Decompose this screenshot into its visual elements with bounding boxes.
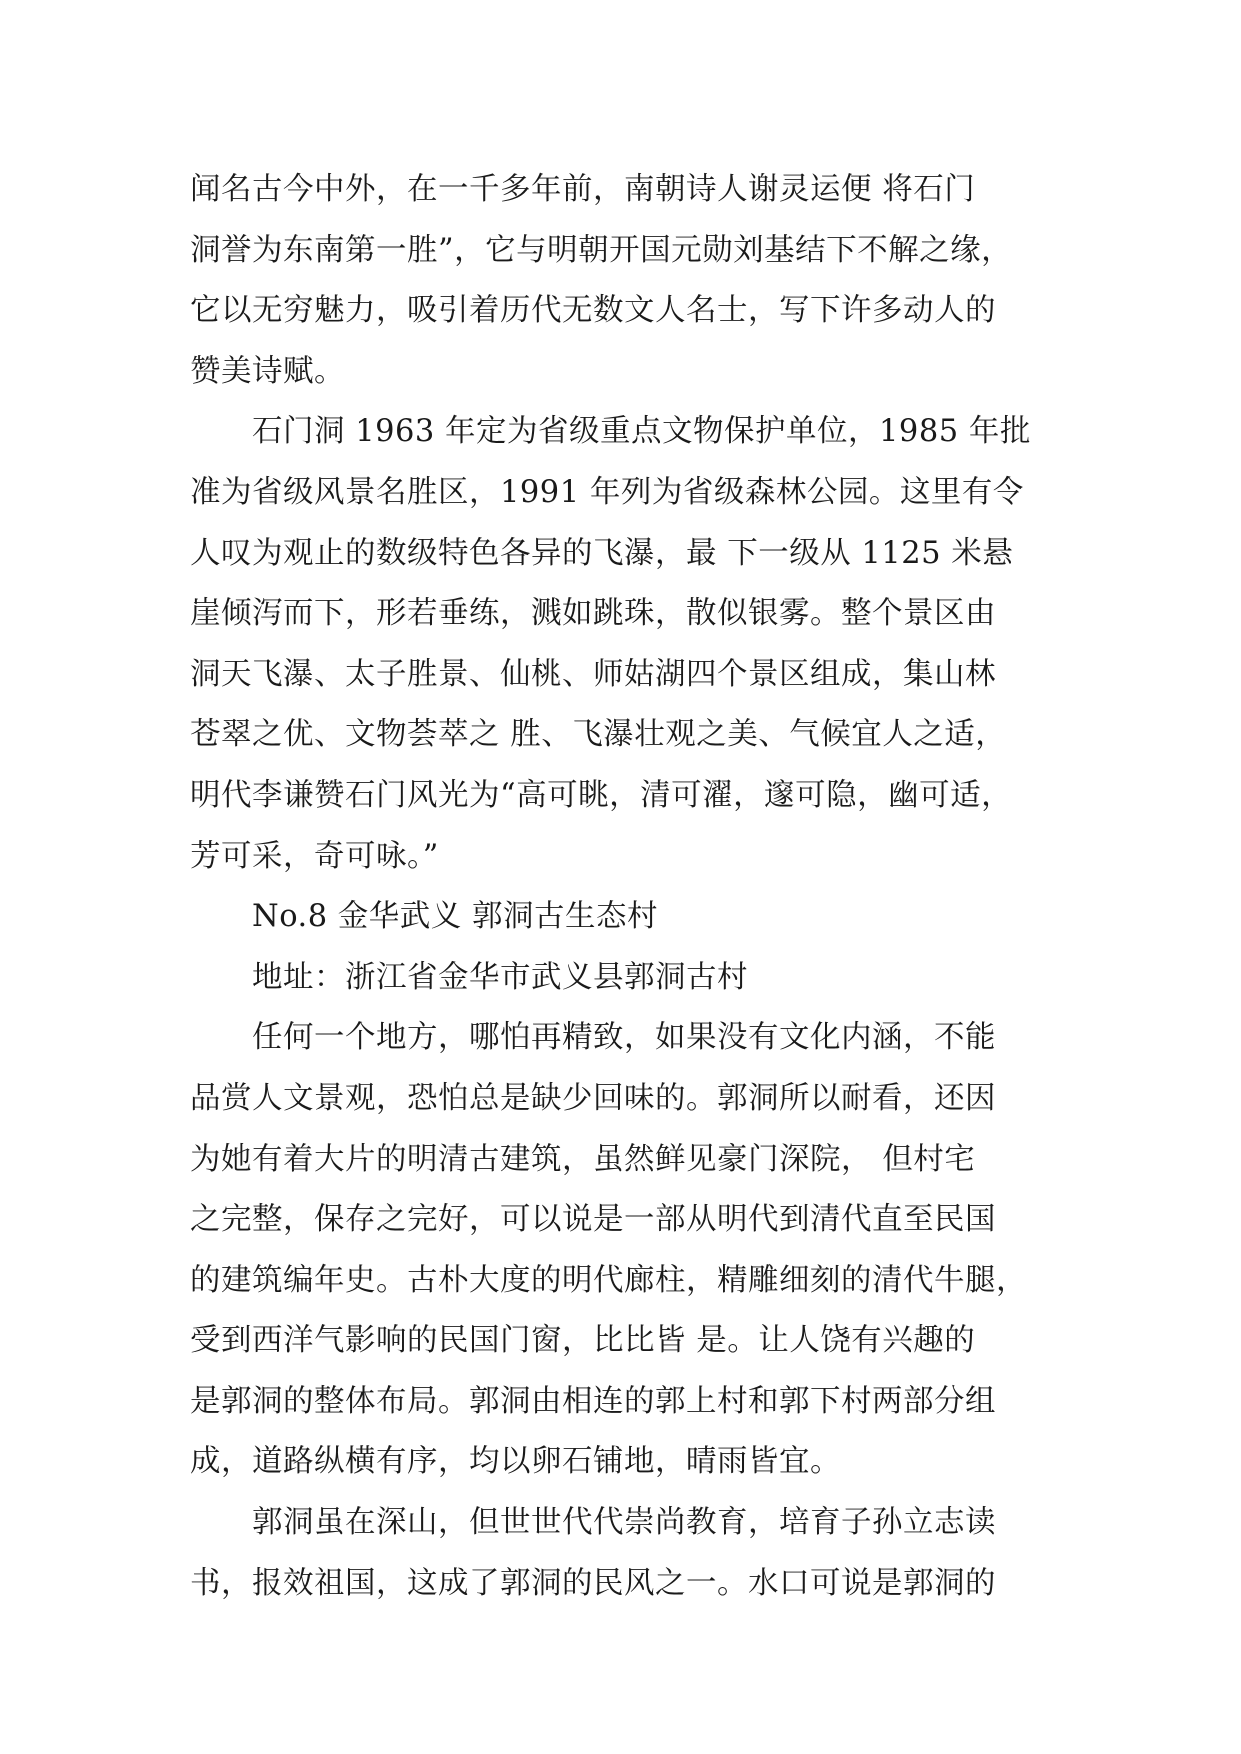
text-line: 芳可采，奇可咏。”	[190, 838, 439, 874]
section-title: No.8 金华武义 郭洞古生态村	[252, 899, 659, 935]
text-line: 苍翠之优、文物荟萃之 胜、飞瀑壮观之美、气候宜人之适，	[190, 717, 1007, 753]
paragraph-guodong-education	[190, 1493, 1066, 1614]
text-line: 成，道路纵横有序，均以卵石铺地，晴雨皆宜。	[190, 1444, 841, 1480]
text-line: 之完整，保存之完好，可以说是一部从明代到清代直至民国	[190, 1202, 996, 1238]
text-line: 洞天飞瀑、太子胜景、仙桃、师姑湖四个景区组成，集山林	[190, 656, 996, 692]
text-line: 石门洞 1963 年定为省级重点文物保护单位，1985 年批	[252, 414, 1031, 450]
text-line: 崖倾泻而下，形若垂练，溅如跳珠，散似银雾。整个景区由	[190, 596, 996, 632]
text-line: 赞美诗赋。	[190, 353, 345, 389]
text-line: 为她有着大片的明清古建筑，虽然鲜见豪门深院， 但村宅	[190, 1141, 976, 1177]
text-line: 明代李谦赞石门风光为“高可眺，清可濯，邃可隐，幽可适，	[190, 777, 1013, 813]
address-text: 地址：浙江省金华市武义县郭洞古村	[252, 959, 748, 995]
text-line: 郭洞虽在深山，但世世代代崇尚教育，培育子孙立志读	[252, 1505, 996, 1541]
address-line	[190, 948, 1066, 1009]
document-body	[190, 160, 1066, 1614]
text-line: 书，报效祖国，这成了郭洞的民风之一。水口可说是郭洞的	[190, 1565, 996, 1601]
section-heading-no8	[190, 887, 1066, 948]
text-line: 受到西洋气影响的民国门窗，比比皆 是。让人饶有兴趣的	[190, 1323, 976, 1359]
text-line: 洞誉为东南第一胜”，它与明朝开国元勋刘基结下不解之缘，	[190, 232, 1013, 268]
paragraph-shimen-scenery	[190, 402, 1066, 887]
text-line: 它以无穷魅力，吸引着历代无数文人名士，写下许多动人的	[190, 293, 996, 329]
text-line: 闻名古今中外，在一千多年前，南朝诗人谢灵运便 将石门	[190, 172, 976, 207]
text-line: 人叹为观止的数级特色各异的飞瀑，最 下一级从 1125 米悬	[190, 535, 1014, 571]
text-line: 是郭洞的整体布局。郭洞由相连的郭上村和郭下村两部分组	[190, 1383, 996, 1419]
paragraph-shimen-intro-continued	[190, 160, 1066, 402]
text-line: 任何一个地方，哪怕再精致，如果没有文化内涵，不能	[252, 1020, 996, 1056]
text-line: 品赏人文景观，恐怕总是缺少回味的。郭洞所以耐看，还因	[190, 1080, 996, 1116]
paragraph-guodong-architecture	[190, 1008, 1066, 1493]
text-line: 的建筑编年史。古朴大度的明代廊柱，精雕细刻的清代牛腿，	[190, 1262, 1027, 1298]
text-line: 准为省级风景名胜区，1991 年列为省级森林公园。这里有令	[190, 474, 1024, 510]
